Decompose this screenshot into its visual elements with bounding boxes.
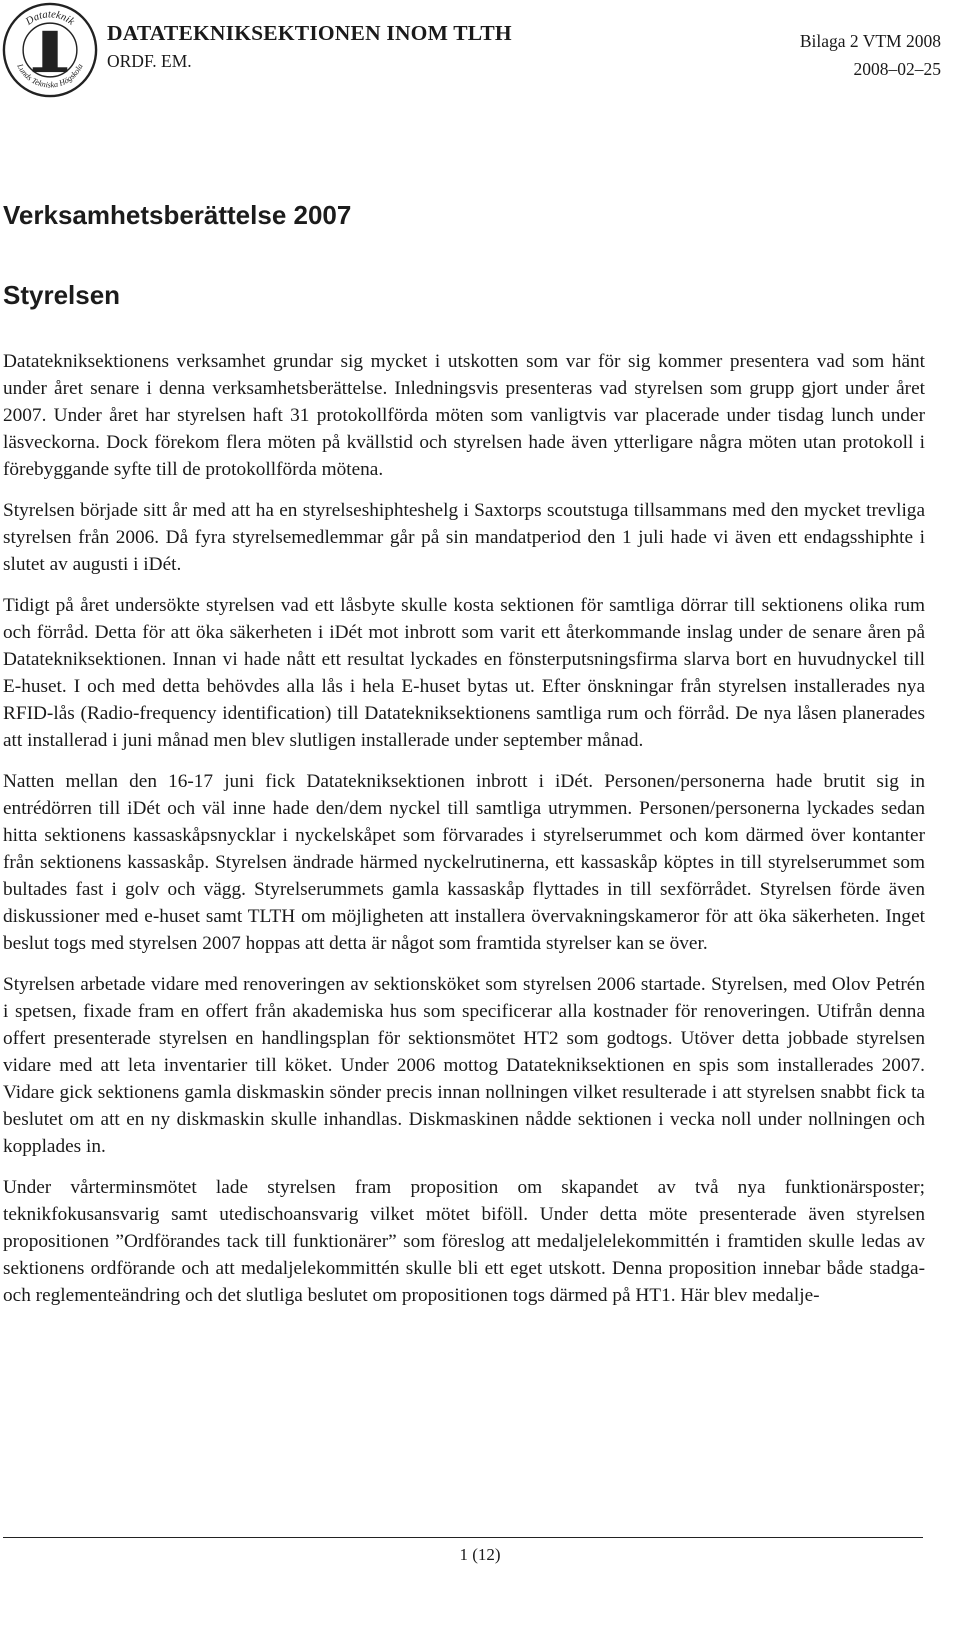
document-title: Verksamhetsberättelse 2007	[3, 200, 352, 230]
paragraph: Under vårterminsmötet lade styrelsen fram proposition om skapandet av två nya funktionärsposter; teknikfokusansvarig samt utedischoansvarig vilket mötet biföll. Under detta möte presenterade även styrelsen propositionen ”Ordförandes tack till funktionärer” som föreslog att medaljelelekommittén i framtiden skulle ledas av sektionens ordförande och att medaljelekommittén skulle bli ett eget utskott. Denna proposition innebar både stadga- och reglementeändring och det slutliga beslutet om propositionen togs därmed på HT1. Här blev medalje-	[3, 1177, 925, 1306]
paragraph: Styrelsen arbetade vidare med renoveringen av sektionsköket som styrelsen 2006 startade. Styrelsen, med Olov Petrén i spetsen, fixade fram en offert från akademiska hus som specificerar alla kostnader för renoveringen. Utifrån denna offert presenterade styrelsen en handlingsplan för sektionsmötet HT2 som godtogs. Utöver detta jobbade styrelsen vidare med att leta inventarier till köket. Under 2006 mottog Datatekniksektionen en spis som installerades 2007. Vidare gick sektionens gamla diskmaskin sönder precis innan nollningen vilket resulterade i att styrelsen snabbt fick ta beslutet om att en ny diskmaskin skulle inhandlas. Diskmaskinen nådde sektionen i vecka noll under nollningen och kopplades in.	[3, 974, 925, 1157]
paragraph: Datatekniksektionens verksamhet grundar sig mycket i utskotten som var för sig kommer presentera vad som hänt under året senare i denna verksamhetsberättelse. Inledningsvis presenteras vad styrelsen som grupp gjort under året 2007. Under året har styrelsen haft 31 protokollförda möten som vanligtvis var placerade under tisdag lunch under läsveckorna. Dock förekom flera möten på kvällstid och styrelsen hade även ytterligare några möten utan protokoll i förebyggande syfte till de protokollförda mötena.	[3, 351, 925, 480]
svg-text:Datateknik	[23, 9, 76, 28]
page-header	[0, 0, 960, 100]
organization-role: ORDF. EM.	[107, 51, 192, 71]
document-meta	[800, 27, 941, 83]
paragraph: Tidigt på året undersökte styrelsen vad ett låsbyte skulle kosta sektionen för samtliga dörrar till sektionens olika rum och förråd. Detta för att öka säkerheten i iDét mot inbrott som varit ett återkommande inslag under de senare åren på Datatekniksektionen. Innan vi hade nått ett resultat lyckades en fönsterputsningsfirma slarva bort en huvudnyckel till E-huset. I och med detta behövdes alla lås i hela E-huset bytas ut. Efter önskningar från styrelsen installerades nya RFID-lås (Radio-frequency identification) till Datatekniksektionens samtliga rum och förråd. De nya låsen planerades att installerad i juni månad men blev slutligen installerade under september månad.	[3, 595, 925, 751]
organization-name: DATATEKNIKSEKTIONEN INOM TLTH	[107, 21, 512, 45]
paragraph: Styrelsen började sitt år med att ha en styrelseshiphteshelg i Saxtorps scoutstuga tillsammans med den mycket trevliga styrelsen från 2006. Då fyra styrelsemedlemmar går på sin mandatperiod den 1 juli hade vi även ett endagsshiphte i slutet av augusti i iDét.	[3, 500, 925, 575]
section-heading: Styrelsen	[3, 280, 121, 310]
attachment-label: Bilaga 2 VTM 2008	[799, 31, 941, 51]
page-number: 1 (12)	[459, 1545, 501, 1564]
paragraph: Natten mellan den 16-17 juni fick Datatekniksektionen inbrott i iDét. Personen/personerna hade brutit sig in entrédörren till iDét och väl inne hade den/dem nyckel till samtliga utrymmen. Personen/personerna lyckades sedan hitta sektionens kassaskåpsnycklar i nyckelskåpet som förvarades i styrelserummet och kom därmed över kontanter från sektionens kassaskåp. Styrelsen ändrade härmed nyckelrutinerna, ett kassaskåp köptes in till styrelserummet som bultades fast i golv och vägg. Styrelserummets gamla kassaskåp flyttades in till sexförrådet. Styrelsen förde även diskussioner med e-huset samt TLTH om möjligheten att installera övervakningskameror för att öka säkerheten. Inget beslut togs med styrelsen 2007 hoppas att detta är något som framtida styrelser kan se över.	[3, 771, 925, 954]
logo-text-bottom: Lunds Tekniska Högskola	[15, 62, 85, 90]
footer-divider	[3, 1537, 923, 1538]
logo-text-top: Datateknik	[24, 9, 77, 28]
body-text	[3, 348, 925, 1323]
section-logo	[2, 2, 98, 98]
organization-block	[107, 20, 512, 73]
document-date: 2008–02–25	[853, 59, 941, 79]
